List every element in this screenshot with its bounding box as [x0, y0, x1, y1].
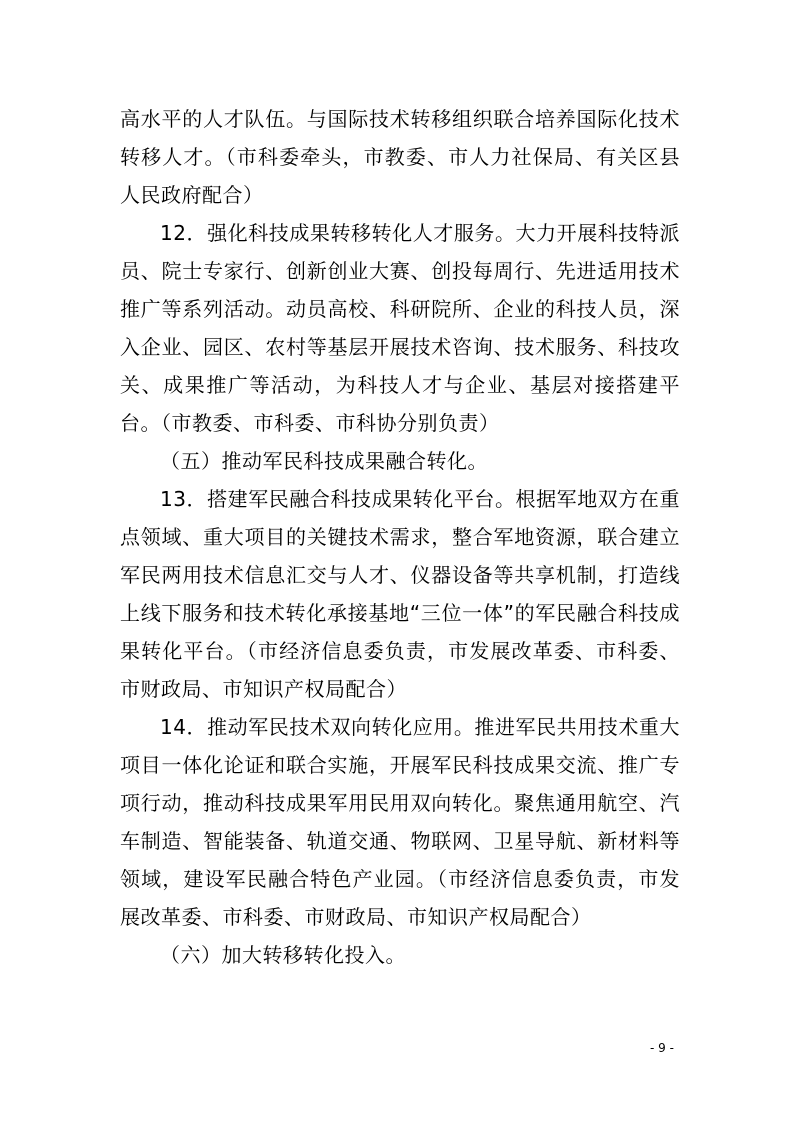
paragraph-continuation: 高水平的人才队伍。与国际技术转移组织联合培养国际化技术转移人才。（市科委牵头，市教委、市人力社保局、有关区县人民政府配合） — [120, 107, 680, 207]
document-body — [120, 100, 680, 974]
paragraph-item-12: 12．强化科技成果转移转化人才服务。大力开展科技特派员、院士专家行、创新创业大赛、创投每周行、先进适用技术推广等系列活动。动员高校、科研院所、企业的科技人员，深入企业、园区、农村等基层开展技术咨询、技术服务、科技攻关、成果推广等活动，为科技人才与企业、基层对接搭建平台。（市教委、市科委、市科协分别负责） — [120, 221, 680, 435]
section-heading-6: （六）加大转移转化投入。 — [160, 943, 406, 967]
paragraph-item-13: 13．搭建军民融合科技成果转化平台。根据军地双方在重点领域、重大项目的关键技术需求，整合军地资源，联合建立军民两用技术信息汇交与人才、仪器设备等共享机制，打造线上线下服务和技术转化承接基地“三位一体”的军民融合科技成果转化平台。（市经济信息委负责，市发展改革委、市科委、市财政局、市知识产权局配合） — [120, 487, 680, 701]
page-number: - 9 - — [650, 1041, 674, 1055]
paragraph-item-14: 14．推动军民技术双向转化应用。推进军民共用技术重大项目一体化论证和联合实施，开展军民科技成果交流、推广专项行动，推动科技成果军用民用双向转化。聚焦通用航空、汽车制造、智能装备、轨道交通、物联网、卫星导航、新材料等领域，建设军民融合特色产业园。（市经济信息委负责，市发展改革委、市科委、市财政局、市知识产权局配合） — [120, 715, 680, 929]
section-heading-5: （五）推动军民科技成果融合转化。 — [160, 449, 488, 473]
